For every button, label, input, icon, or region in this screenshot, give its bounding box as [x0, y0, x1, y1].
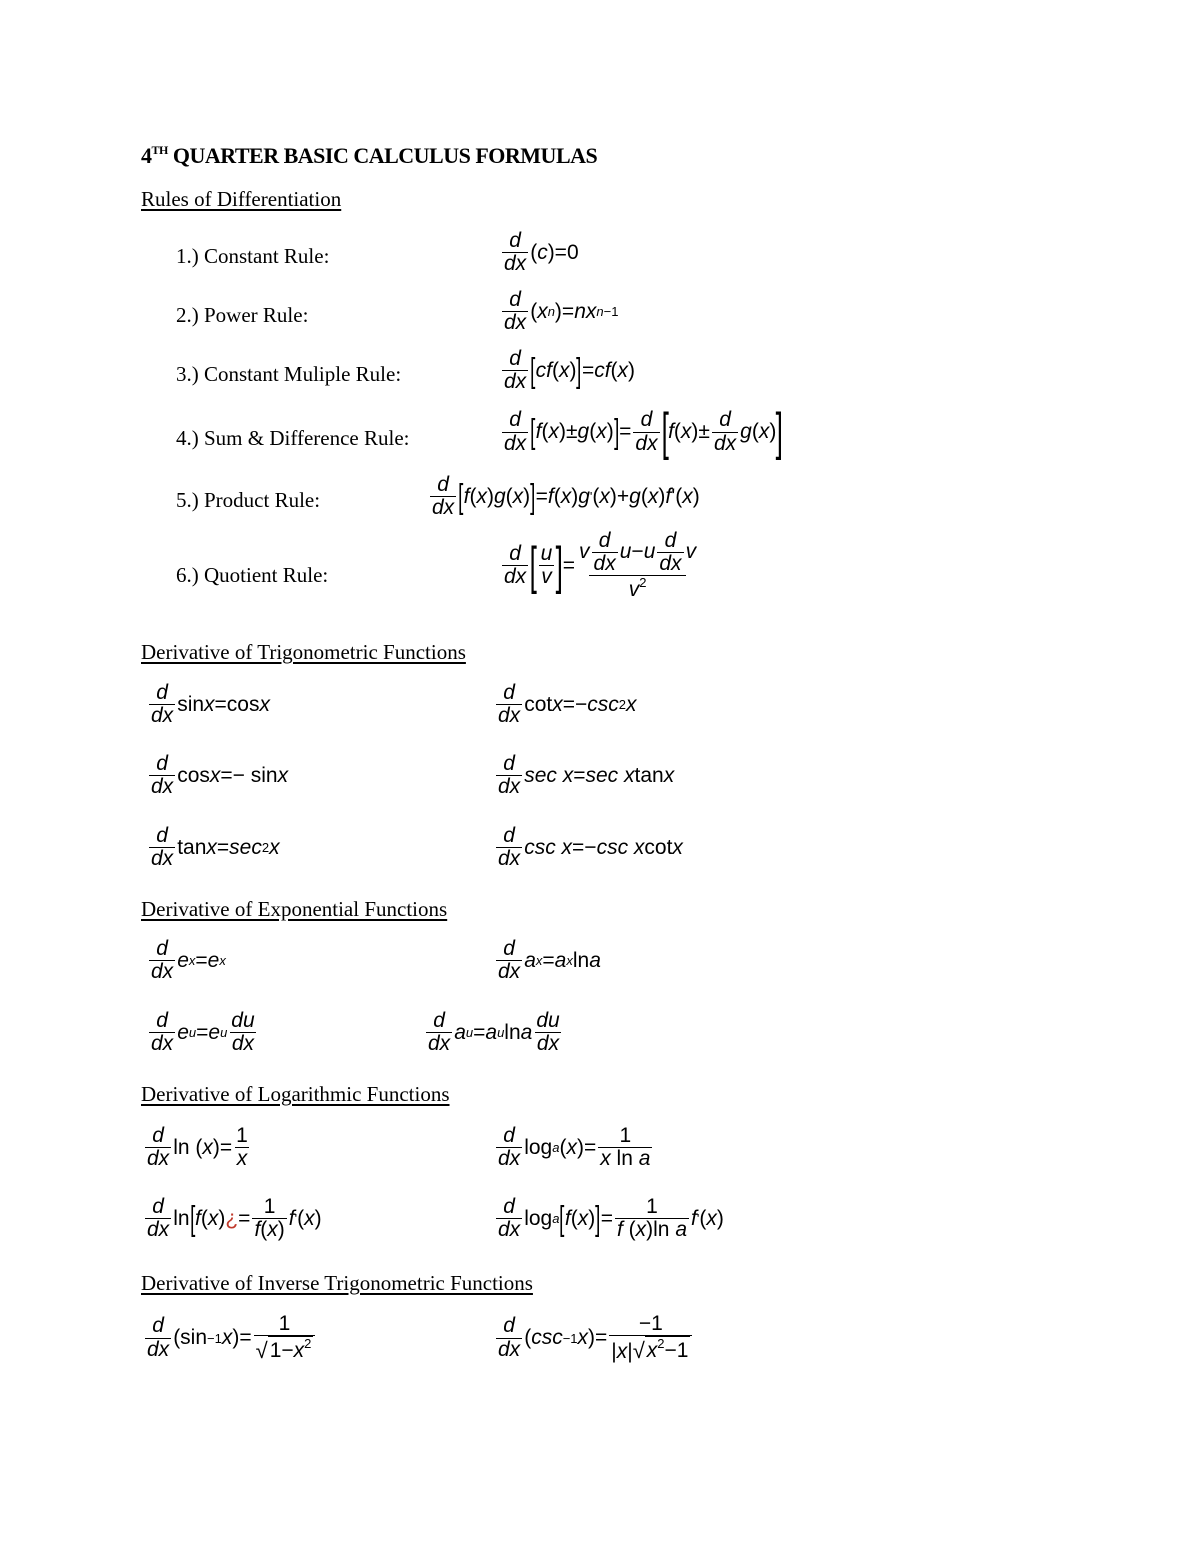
formula-quotient-rule: $\frac{d}{dx}$ [ $\frac{u}{v}$ ] = v $\frac{d}{dx}$ u−u $\frac{d}{dx}$ v $v^2$	[504, 529, 697, 602]
formula-d-exp-u: $\frac{d}{dx}$ e u = e u $\frac{du}{dx}$	[151, 1009, 255, 1056]
formula-d-arcsin: $\frac{d}{dx}$ (sin −1 x )= 1 √ $1-x^2$	[143, 1313, 317, 1363]
formula-d-ln-x: $\frac{d}{dx}$ ln ( x )= $\frac{1}{x}$	[147, 1124, 248, 1171]
formula-d-sin: $\frac{d}{dx}$ sin x =cos x	[151, 681, 270, 728]
formula-d-a-u: $\frac{d}{dx}$ a u = a u ln a $\frac{du}{dx}$	[428, 1009, 560, 1056]
rule-label-constant-multiple: 3.) Constant Muliple Rule:	[176, 362, 402, 386]
title-superscript: TH	[151, 143, 168, 157]
formula-d-log-a-fx: $\frac{d}{dx}$ log a [ f ( x ) ] = $\frac{1}{\text{f (x)ln a}}$ f ' ( x )	[498, 1195, 724, 1242]
formula-d-tan: $\frac{d}{dx}$ tan x = sec 2 x	[151, 824, 280, 871]
rule-label-product: 5.) Product Rule:	[176, 488, 321, 512]
rule-label-quotient: 6.) Quotient Rule:	[176, 563, 329, 587]
title-number: 4	[141, 143, 152, 168]
title-text: QUARTER BASIC CALCULUS FORMULAS	[167, 143, 598, 168]
section-heading-trig: Derivative of Trigonometric Functions	[141, 640, 466, 664]
rule-label-power: 2.) Power Rule:	[176, 303, 309, 327]
rule-label-sum-difference: 4.) Sum & Difference Rule:	[176, 426, 410, 450]
section-heading-inverse-trig: Derivative of Inverse Trigonometric Functions	[141, 1271, 533, 1295]
formula-d-exp-x: $\frac{d}{dx}$ e x = e x	[151, 937, 226, 984]
formula-d-a-x: $\frac{d}{dx}$ a x = a x ln a	[498, 937, 601, 984]
formula-d-csc: $\frac{d}{dx}$ csc x =− csc x cot x	[498, 824, 683, 871]
formula-d-cot: $\frac{d}{dx}$ cot x =− csc 2 x	[498, 681, 637, 728]
formula-d-log-a-x: $\frac{d}{dx}$ log a ( x )= $\frac{1}{\text{x ln a}}$	[498, 1124, 651, 1171]
formula-power-rule: $\frac{d}{dx}$ ( x n )= nx n −1	[504, 288, 619, 335]
formula-sum-difference-rule: $\frac{d}{dx}$ [ f ( x )± g ( x ) ] = $\frac{d}{dx}$ [ f ( x )± $\frac{d}{dx}$ g ( x ) ]	[504, 403, 784, 461]
formula-constant-rule: $\frac{d}{dx}$ ( c )=0	[504, 229, 579, 276]
formula-constant-multiple-rule: $\frac{d}{dx}$ [ cf ( x ) ] = cf ( x )	[504, 347, 636, 394]
formula-d-sec: $\frac{d}{dx}$ sec x = sec x tan x	[498, 752, 675, 799]
formula-product-rule: $\frac{d}{dx}$ [ f ( x ) g ( x ) ] = f ( x ) g ' ( x )+ g ( x ) f '( x )	[432, 473, 700, 520]
section-heading-exponential: Derivative of Exponential Functions	[141, 897, 448, 921]
page-title	[141, 143, 597, 169]
formula-d-arccsc: $\frac{d}{dx}$ ( csc −1 x )= −1 |x| √ $x^2-1$	[494, 1313, 694, 1363]
section-heading-differentiation: Rules of Differentiation	[141, 187, 342, 211]
rule-label-constant: 1.) Constant Rule:	[176, 244, 330, 268]
formula-d-ln-fx: $\frac{d}{dx}$ ln [ f ( x ) ¿ = $\frac{1}{f(x)}$ f ' ( x )	[147, 1195, 322, 1242]
formula-d-cos: $\frac{d}{dx}$ cos x =− sin x	[151, 752, 289, 799]
section-heading-logarithmic: Derivative of Logarithmic Functions	[141, 1082, 450, 1106]
